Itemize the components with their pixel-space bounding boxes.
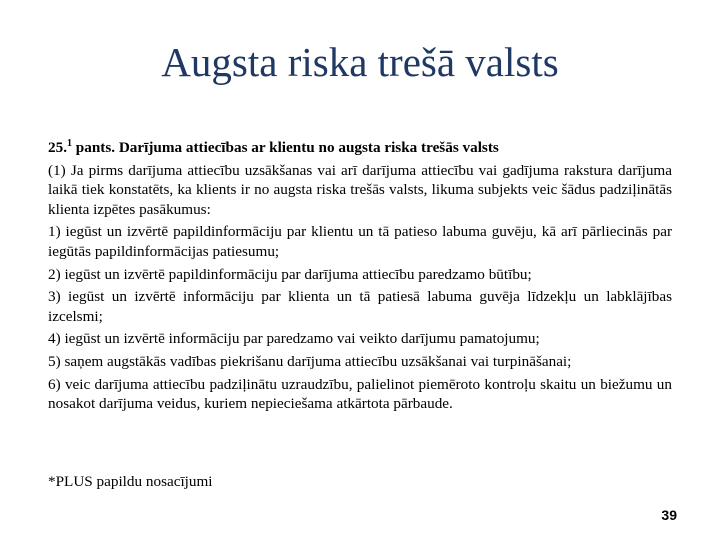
list-item-2: 2) iegūst un izvērtē papildinformāciju par darījuma attiecību paredzamo būtību; <box>48 265 532 283</box>
list-item-5: 5) saņem augstākās vadības piekrišanu darījuma attiecību uzsākšanai vai turpināšanai; <box>48 352 572 370</box>
article-number-superscript: 1 <box>66 137 72 149</box>
list-item-1: 1) iegūst un izvērtē papildinformāciju par klientu un tā patieso labuma guvēju, kā arī pārliecinās par iegūtās papildinformācijas patiesumu; <box>48 223 672 260</box>
footnote: *PLUS papildu nosacījumi <box>48 473 213 490</box>
list-item-3: 3) iegūst un izvērtē informāciju par klienta un tā patiesā labuma guvēja līdzekļu un labklājības izcelsmi; <box>48 288 672 325</box>
list-item-4: 4) iegūst un izvērtē informāciju par paredzamo vai veikto darījumu pamatojumu; <box>48 330 540 348</box>
page-number: 39 <box>661 507 677 523</box>
article-heading <box>48 138 672 158</box>
slide-title: Augsta riska trešā valsts <box>161 39 559 85</box>
article-number: 25. <box>48 139 67 156</box>
paragraph-intro: (1) Ja pirms darījuma attiecību uzsākšanas vai arī darījuma attiecību vai gadījuma rakstura darījuma laikā tiek konstatēts, ka klients ir no augsta riska trešās valsts, likuma subjekts veic šādus padziļinātās klienta izpētes pasākumus: <box>48 161 672 218</box>
slide-body <box>48 138 672 417</box>
article-title: pants. Darījuma attiecības ar klientu no augsta riska trešās valsts <box>71 139 499 156</box>
list-item-6: 6) veic darījuma attiecību padziļinātu uzraudzību, palielinot piemēroto kontroļu skaitu un biežumu un nosakot darījuma veidus, kuriem nepieciešama atkārtota pārbaude. <box>48 375 672 413</box>
